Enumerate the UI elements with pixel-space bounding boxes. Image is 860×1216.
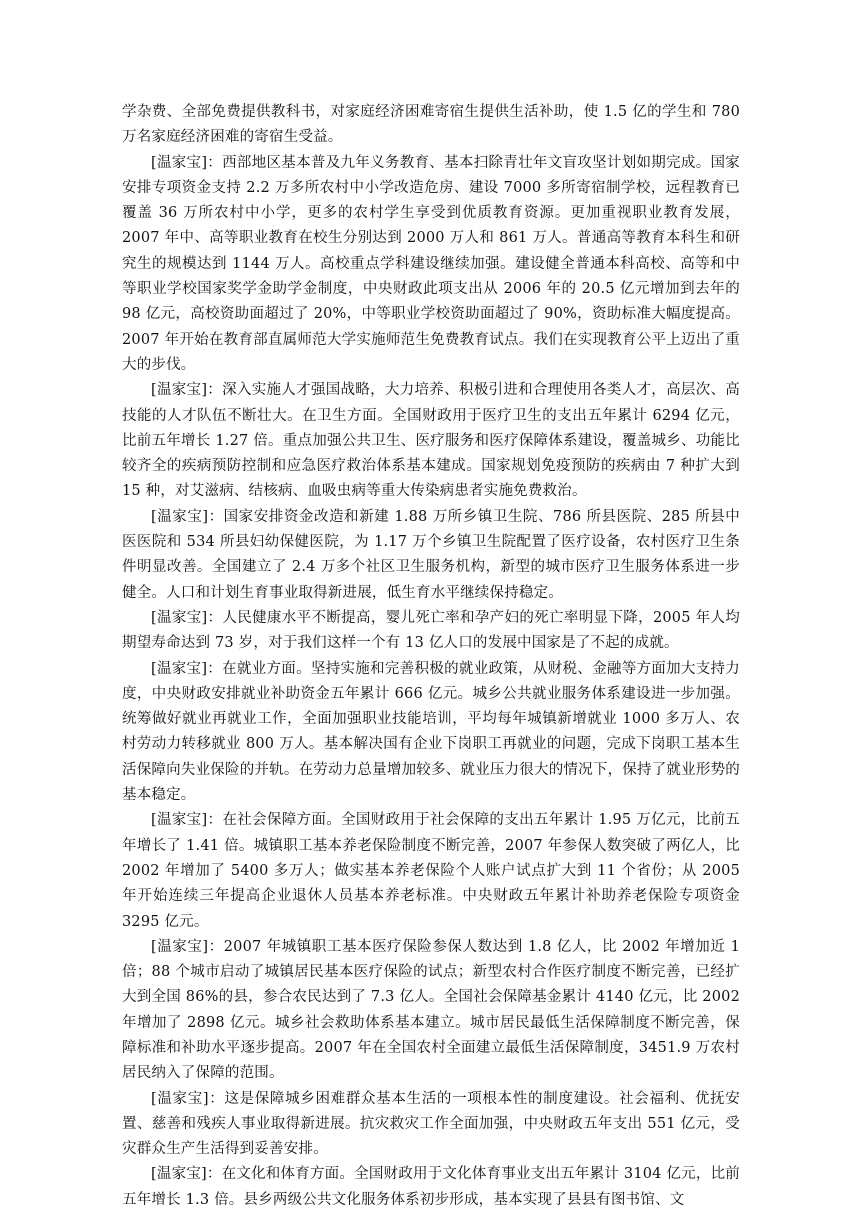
paragraph: [温家宝]：2007 年城镇职工基本医疗保险参保人数达到 1.8 亿人，比 2002 年增加近 1 倍；88 个城市启动了城镇居民基本医疗保险的试点；新型农村合作医疗制度不断完善，已经扩大到全国 86%的县，参合农民达到了 7.3 亿人。全国社会保障基金累计 4140 亿元，比 2002 年增加了 2898 亿元。城乡社会救助体系基本建立。城市居民最低生活保障制度不断完善，保障标准和补助水平逐步提高。2007 年在全国农村全面建立最低生活保障制度，3451.9 万农村居民纳入了保障的范围。 <box>122 938 740 1082</box>
paragraph: [温家宝]：在文化和体育方面。全国财政用于文化体育事业支出五年累计 3104 亿元，比前五年增长 1.3 倍。县乡两级公共文化服务体系初步形成，基本实现了县县有图书馆、文 <box>122 1166 740 1208</box>
paragraph: [温家宝]：在就业方面。坚持实施和完善积极的就业政策，从财税、金融等方面加大支持力度，中央财政安排就业补助资金五年累计 666 亿元。城乡公共就业服务体系建设进一步加强。统筹做好就业再就业工作，全面加强职业技能培训，平均每年城镇新增就业 1000 多万人、农村劳动力转移就业 800 万人。基本解决国有企业下岗职工再就业的问题，完成下岗职工基本生活保障向失业保险的并轨。在劳动力总量增加较多、就业压力很大的情况下，保持了就业形势的基本稳定。 <box>122 660 740 804</box>
paragraph: [温家宝]：国家安排资金改造和新建 1.88 万所乡镇卫生院、786 所县医院、285 所县中医医院和 534 所县妇幼保健医院，为 1.17 万个乡镇卫生院配置了医疗设备，农村医疗卫生条件明显改善。全国建立了 2.4 万多个社区卫生服务机构，新型的城市医疗卫生服务体系进一步健全。人口和计划生育事业取得新进展，低生育水平继续保持稳定。 <box>122 508 740 601</box>
paragraph: [温家宝]：西部地区基本普及九年义务教育、基本扫除青壮年文盲攻坚计划如期完成。国家安排专项资金支持 2.2 万多所农村中小学改造危房、建设 7000 多所寄宿制学校，远程教育已覆盖 36 万所农村中小学，更多的农村学生享受到优质教育资源。更加重视职业教育发展，2007 年中、高等职业教育在校生分别达到 2000 万人和 861 万人。普通高等教育本科生和研究生的规模达到 1144 万人。高校重点学科建设继续加强。建设健全普通本科高校、高等和中等职业学校国家奖学金助学金制度，中央财政此项支出从 2006 年的 20.5 亿元增加到去年的 98 亿元，高校资助面超过了 20%，中等职业学校资助面超过了 90%，资助标准大幅度提高。2007 年开始在教育部直属师范大学实施师范生免费教育试点。我们在实现教育公平上迈出了重大的步伐。 <box>122 154 740 373</box>
paragraph: 学杂费、全部免费提供教科书，对家庭经济困难寄宿生提供生活补助，使 1.5 亿的学生和 780 万名家庭经济困难的寄宿生受益。 <box>122 104 740 146</box>
paragraph: [温家宝]：这是保障城乡困难群众基本生活的一项根本性的制度建设。社会福利、优抚安置、慈善和残疾人事业取得新进展。抗灾救灾工作全面加强，中央财政五年支出 551 亿元，受灾群众生产生活得到妥善安排。 <box>122 1090 740 1158</box>
paragraph: [温家宝]：在社会保障方面。全国财政用于社会保障的支出五年累计 1.95 万亿元，比前五年增长了 1.41 倍。城镇职工基本养老保险制度不断完善，2007 年参保人数突破了两亿人，比 2002 年增加了 5400 多万人；做实基本养老保险个人账户试点扩大到 11 个省份；从 2005 年开始连续三年提高企业退休人员基本养老标准。中央财政五年累计补助养老保险专项资金 3295 亿元。 <box>122 812 740 930</box>
document-body <box>122 100 740 1213</box>
paragraph: [温家宝]：深入实施人才强国战略，大力培养、积极引进和合理使用各类人才，高层次、高技能的人才队伍不断壮大。在卫生方面。全国财政用于医疗卫生的支出五年累计 6294 亿元，比前五年增长 1.27 倍。重点加强公共卫生、医疗服务和医疗保障体系建设，覆盖城乡、功能比较齐全的疾病预防控制和应急医疗救治体系基本建成。国家规划免疫预防的疾病由 7 种扩大到 15 种，对艾滋病、结核病、血吸虫病等重大传染病患者实施免费救治。 <box>122 382 740 500</box>
paragraph: [温家宝]：人民健康水平不断提高，婴儿死亡率和孕产妇的死亡率明显下降，2005 年人均期望寿命达到 73 岁，对于我们这样一个有 13 亿人口的发展中国家是了不起的成就。 <box>122 609 740 652</box>
